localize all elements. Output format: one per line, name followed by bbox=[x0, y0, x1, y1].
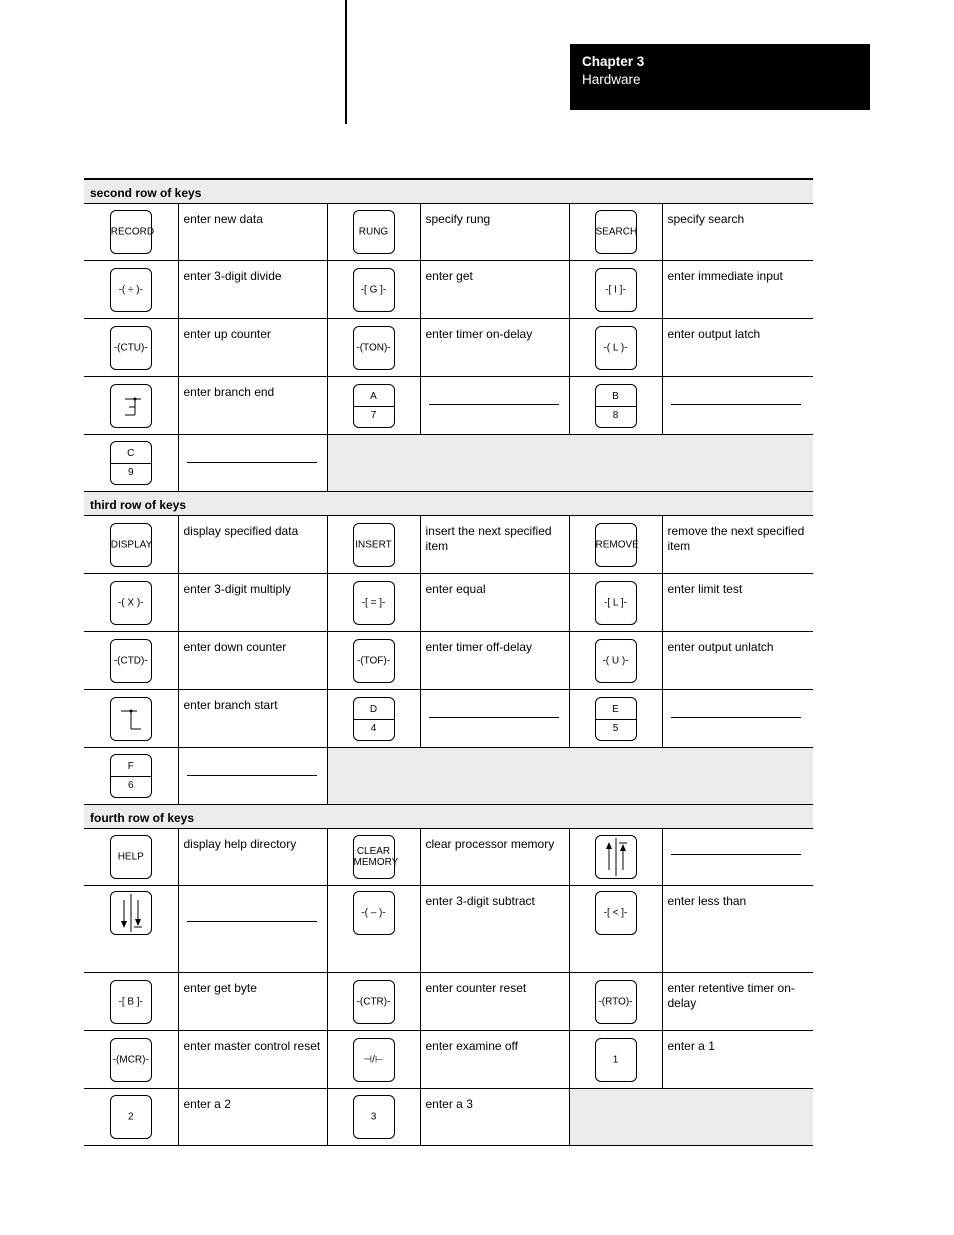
e5-desc-blank bbox=[662, 690, 813, 748]
record-desc: enter new data bbox=[178, 204, 327, 261]
down-arrow-desc-blank bbox=[178, 886, 327, 973]
table-row bbox=[84, 574, 813, 632]
f6-key: $\frac{F}{6}$ bbox=[110, 754, 152, 798]
unlatch-key: -( U )- bbox=[595, 639, 637, 683]
chapter-header bbox=[570, 44, 870, 110]
branch-start-key bbox=[110, 697, 152, 741]
branch-start-desc: enter branch start bbox=[178, 690, 327, 748]
unlatch-desc: enter output unlatch bbox=[662, 632, 813, 690]
insert-desc: insert the next specified item bbox=[420, 516, 569, 574]
examine-off-key: ⊣/⊢ bbox=[353, 1038, 395, 1082]
divide-key: -( ÷ )- bbox=[110, 268, 152, 312]
table-row bbox=[84, 1089, 813, 1146]
table-row bbox=[84, 886, 813, 973]
rto-key: -(RTO)- bbox=[595, 980, 637, 1024]
help-desc: display help directory bbox=[178, 829, 327, 886]
mcr-desc: enter master control reset bbox=[178, 1031, 327, 1089]
insert-key: INSERT bbox=[353, 523, 395, 567]
chapter-title: Hardware bbox=[582, 72, 641, 87]
ton-desc: enter timer on-delay bbox=[420, 319, 569, 377]
chapter-number: Chapter 3 bbox=[582, 54, 645, 69]
remove-desc: remove the next specified item bbox=[662, 516, 813, 574]
get-key: -[ G ]- bbox=[353, 268, 395, 312]
divide-desc: enter 3-digit divide bbox=[178, 261, 327, 319]
c9-key: $\frac{C}{9}$ bbox=[110, 441, 152, 485]
ctu-desc: enter up counter bbox=[178, 319, 327, 377]
multiply-key: -( X )- bbox=[110, 581, 152, 625]
branch-end-key bbox=[110, 384, 152, 428]
display-key: DISPLAY bbox=[110, 523, 152, 567]
subtract-desc: enter 3-digit subtract bbox=[420, 886, 569, 973]
f6-desc-blank bbox=[178, 748, 327, 805]
equal-desc: enter equal bbox=[420, 574, 569, 632]
ctr-key: -(CTR)- bbox=[353, 980, 395, 1024]
table-row bbox=[84, 973, 813, 1031]
tof-key: -(TOF)- bbox=[353, 639, 395, 683]
one-desc: enter a 1 bbox=[662, 1031, 813, 1089]
table-row bbox=[84, 829, 813, 886]
a7-key: $\frac{A}{7}$ bbox=[353, 384, 395, 428]
limit-key: -[ L ]- bbox=[595, 581, 637, 625]
branch-end-icon bbox=[111, 385, 151, 427]
search-key: SEARCH bbox=[595, 210, 637, 254]
table-row bbox=[84, 261, 813, 319]
key-reference-table bbox=[84, 178, 813, 1146]
three-desc: enter a 3 bbox=[420, 1089, 569, 1146]
two-desc: enter a 2 bbox=[178, 1089, 327, 1146]
section-header-third: third row of keys bbox=[84, 492, 813, 516]
c9-desc-blank bbox=[178, 435, 327, 492]
table-row bbox=[84, 204, 813, 261]
mcr-key: -(MCR)- bbox=[110, 1038, 152, 1082]
table-row bbox=[84, 690, 813, 748]
get-desc: enter get bbox=[420, 261, 569, 319]
e5-key: $\frac{E}{5}$ bbox=[595, 697, 637, 741]
down-arrows-icon bbox=[111, 892, 151, 934]
one-key: 1 bbox=[595, 1038, 637, 1082]
immediate-input-key: -[ I ]- bbox=[595, 268, 637, 312]
table-row bbox=[84, 1031, 813, 1089]
display-desc: display specified data bbox=[178, 516, 327, 574]
table-row bbox=[84, 319, 813, 377]
ctr-desc: enter counter reset bbox=[420, 973, 569, 1031]
less-than-desc: enter less than bbox=[662, 886, 813, 973]
less-than-key: -[ < ]- bbox=[595, 891, 637, 935]
up-arrow-desc-blank bbox=[662, 829, 813, 886]
table-row bbox=[84, 748, 813, 805]
b8-key: $\frac{B}{8}$ bbox=[595, 384, 637, 428]
section-header-second: second row of keys bbox=[84, 179, 813, 204]
ctu-key: -(CTU)- bbox=[110, 326, 152, 370]
three-key: 3 bbox=[353, 1095, 395, 1139]
latch-key: -( L )- bbox=[595, 326, 637, 370]
d4-desc-blank bbox=[420, 690, 569, 748]
latch-desc: enter output latch bbox=[662, 319, 813, 377]
help-key: HELP bbox=[110, 835, 152, 879]
clear-memory-desc: clear processor memory bbox=[420, 829, 569, 886]
up-arrow-key bbox=[595, 835, 637, 879]
clear-memory-key: CLEAR MEMORY bbox=[353, 835, 395, 879]
table-row bbox=[84, 516, 813, 574]
branch-start-icon bbox=[111, 698, 151, 740]
rung-key: RUNG bbox=[353, 210, 395, 254]
ctd-key: -(CTD)- bbox=[110, 639, 152, 683]
subtract-key: -( – )- bbox=[353, 891, 395, 935]
ton-key: -(TON)- bbox=[353, 326, 395, 370]
examine-off-desc: enter examine off bbox=[420, 1031, 569, 1089]
ctd-desc: enter down counter bbox=[178, 632, 327, 690]
branch-end-desc: enter branch end bbox=[178, 377, 327, 435]
rto-desc: enter retentive timer on-delay bbox=[662, 973, 813, 1031]
two-key: 2 bbox=[110, 1095, 152, 1139]
table-row bbox=[84, 435, 813, 492]
equal-key: -[ = ]- bbox=[353, 581, 395, 625]
remove-key: REMOVE bbox=[595, 523, 637, 567]
section-header-fourth: fourth row of keys bbox=[84, 805, 813, 829]
up-arrows-icon bbox=[596, 836, 636, 878]
b8-desc-blank bbox=[662, 377, 813, 435]
multiply-desc: enter 3-digit multiply bbox=[178, 574, 327, 632]
down-arrow-key bbox=[110, 891, 152, 935]
rung-desc: specify rung bbox=[420, 204, 569, 261]
record-key: RECORD bbox=[110, 210, 152, 254]
get-byte-desc: enter get byte bbox=[178, 973, 327, 1031]
search-desc: specify search bbox=[662, 204, 813, 261]
d4-key: $\frac{D}{4}$ bbox=[353, 697, 395, 741]
tof-desc: enter timer off-delay bbox=[420, 632, 569, 690]
limit-desc: enter limit test bbox=[662, 574, 813, 632]
header-vertical-rule bbox=[345, 0, 347, 124]
table-row bbox=[84, 632, 813, 690]
table-row bbox=[84, 377, 813, 435]
immediate-input-desc: enter immediate input bbox=[662, 261, 813, 319]
a7-desc-blank bbox=[420, 377, 569, 435]
get-byte-key: -[ B ]- bbox=[110, 980, 152, 1024]
